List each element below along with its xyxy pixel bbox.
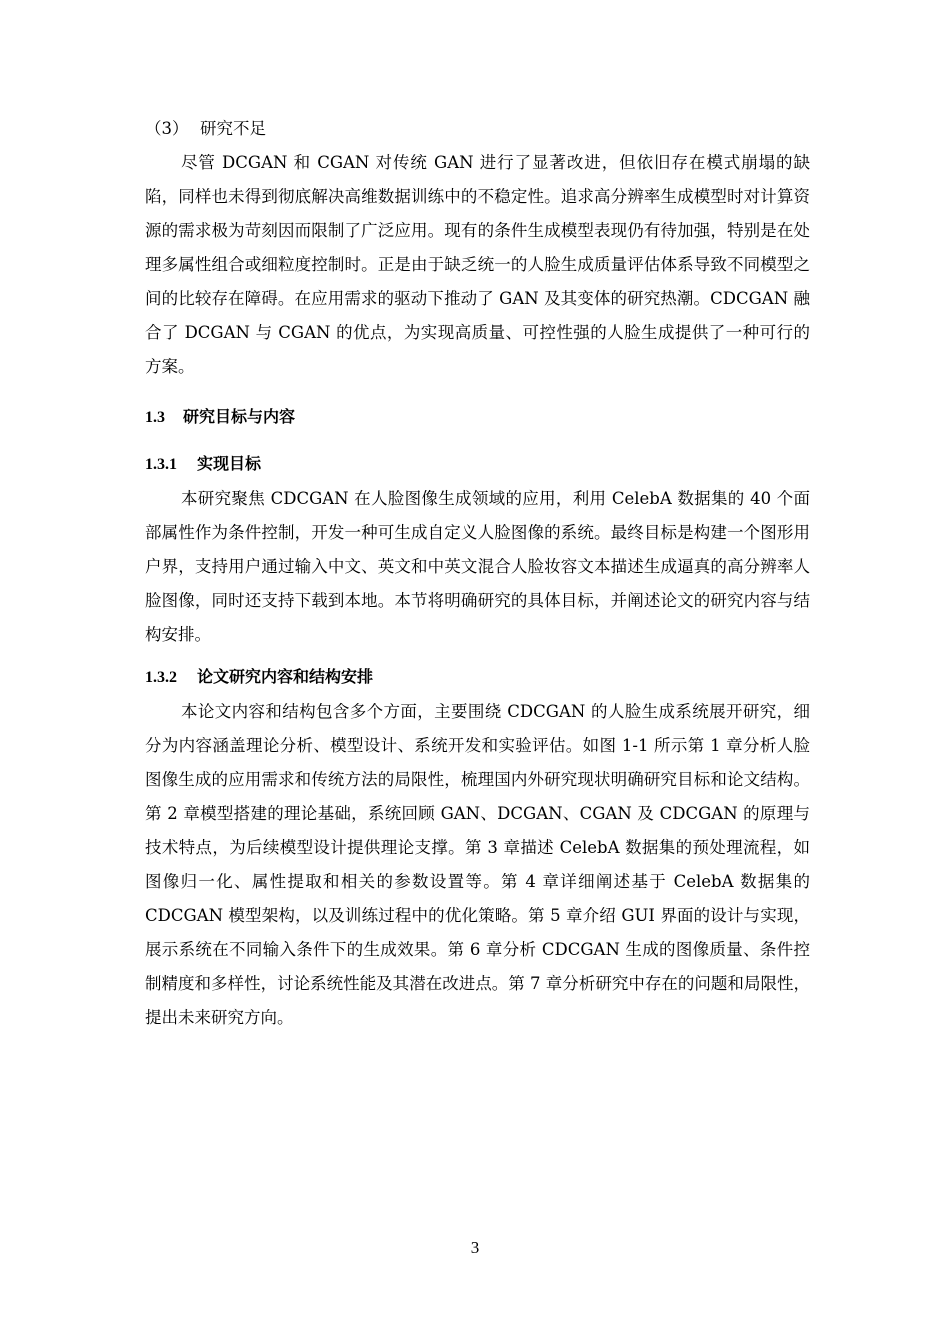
section-title: 研究目标与内容 (183, 407, 296, 426)
structure-paragraph: 本论文内容和结构包含多个方面，主要围绕 CDCGAN 的人脸生成系统展开研究，细分为内容涵盖理论分析、模型设计、系统开发和实验评估。如图 1-1 所示第 1 章分析人脸图像生成的应用需求和传统方法的局限性，梳理国内外研究现状明确研究目标和论文结构。第 2 章模型搭建的理论基础，系统回顾 GAN、DCGAN、CGAN 及 CDCGAN 的原理与技术特点，为后续模型设计提供理论支撑。第 3 章描述 CelebA 数据集的预处理流程，如图像归一化、属性提取和相关的参数设置等。第 4 章详细阐述基于 CelebA 数据集的 CDCGAN 模型架构，以及训练过程中的优化策略。第 5 章介绍 GUI 界面的设计与实现，展示系统在不同输入条件下的生成效果。第 6 章分析 CDCGAN 生成的图像质量、条件控制精度和多样性，讨论系统性能及其潜在改进点。第 7 章分析研究中存在的问题和局限性，提出未来研究方向。 (145, 702, 810, 1027)
section-heading-1-3-1 (145, 447, 810, 482)
section-title: 论文研究内容和结构安排 (197, 667, 374, 686)
section-heading-1-3 (145, 400, 810, 435)
section-title: 实现目标 (197, 454, 262, 473)
section-heading-1-3-2 (145, 660, 810, 695)
section-number: 1.3 (145, 409, 165, 426)
research-gaps-paragraph: 尽管 DCGAN 和 CGAN 对传统 GAN 进行了显著改进，但依旧存在模式崩塌的缺陷，同样也未得到彻底解决高维数据训练中的不稳定性。追求高分辨率生成模型时对计算资源的需求极为苛刻因而限制了广泛应用。现有的条件生成模型表现仍有待加强，特别是在处理多属性组合或细粒度控制时。正是由于缺乏统一的人脸生成质量评估体系导致不同模型之间的比较存在障碍。在应用需求的驱动下推动了 GAN 及其变体的研究热潮。CDCGAN 融合了 DCGAN 与 CGAN 的优点，为实现高质量、可控性强的人脸生成提供了一种可行的方案。 (145, 153, 810, 376)
section-number: 1.3.2 (145, 669, 177, 686)
subsection-number: （3） (145, 119, 189, 138)
page-number: 3 (470, 1238, 480, 1257)
subsection-heading-research-gaps (145, 112, 810, 146)
section-number: 1.3.1 (145, 456, 177, 473)
page-body (145, 112, 810, 1035)
goals-paragraph: 本研究聚焦 CDCGAN 在人脸图像生成领域的应用，利用 CelebA 数据集的 40 个面部属性作为条件控制，开发一种可生成自定义人脸图像的系统。最终目标是构建一个图形用户界，支持用户通过输入中文、英文和中英文混合人脸妆容文本描述生成逼真的高分辨率人脸图像，同时还支持下载到本地。本节将明确研究的具体目标，并阐述论文的研究内容与结构安排。 (145, 489, 810, 644)
subsection-title: 研究不足 (200, 119, 266, 138)
